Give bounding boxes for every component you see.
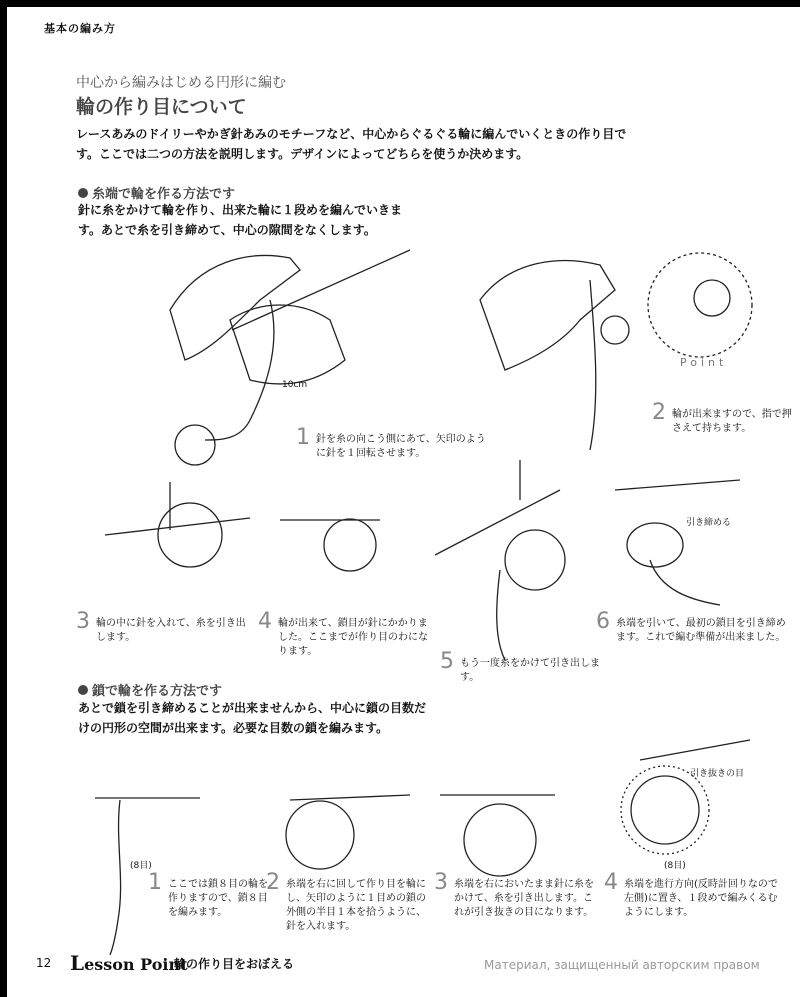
page-number: 12 <box>36 956 52 970</box>
yarn-loop-2 <box>601 316 629 344</box>
step-1-1: 1 針を糸の向こう側にあて、矢印のように針を１回転させます。 <box>296 425 486 459</box>
label-10cm: 10cm <box>282 380 308 390</box>
label-hikinuki: 引き抜きの目 <box>690 769 745 779</box>
yarn-strand-2 <box>590 280 596 450</box>
section2-heading: 鎖で輪を作る方法です <box>78 680 222 699</box>
step-2-1: 1 ここでは鎖８目の輪を作りますので、鎖８目を編みます。 <box>148 870 268 918</box>
hand-illustration-1b <box>230 305 345 384</box>
crochet-hook-1 <box>232 250 410 330</box>
watermark: Материал, защищенный авторским правом <box>484 958 760 972</box>
section1-heading: 糸端で輪を作る方法です <box>78 183 235 202</box>
chain-ring-4 <box>631 776 699 844</box>
point-loop <box>694 280 730 316</box>
hook-step6 <box>615 480 740 490</box>
page-title: 輪の作り目について <box>76 96 247 118</box>
subtitle: 中心から編みはじめる円形に編む <box>76 75 286 91</box>
lesson-point-logo: Lesson Point <box>70 951 188 975</box>
loop-step4 <box>324 519 376 571</box>
loop-step6 <box>627 523 683 567</box>
loop-step3 <box>158 503 222 567</box>
yarn-ball-icon <box>175 425 215 465</box>
step-1-3: 3 輪の中に針を入れて、糸を引き出します。 <box>76 609 246 643</box>
bullet-icon <box>78 685 88 695</box>
section2-body: あとで鎖を引き締めることが出来ませんから、中心に鎖の目数だけの円形の空間が出来ます。必要な目数の鎖を編みます。 <box>78 701 427 735</box>
label-8me-a: (8目) <box>130 861 152 871</box>
step-2-4: 4 糸端を進行方向(反時計回りなので左側)に置き、１段めで編みくるむようにします。 <box>604 870 778 918</box>
point-label: Point <box>680 356 728 369</box>
chain-ring-3 <box>464 804 536 876</box>
hook-chain-2 <box>290 795 410 800</box>
hook-step3 <box>105 518 250 535</box>
step-1-5: 5 もう一度糸をかけて引き出します。 <box>440 649 600 683</box>
chapter-title: 輪の作り目をおぼえる <box>174 957 295 971</box>
point-circle <box>648 253 752 357</box>
step-1-2: 2 輪が出来ますので、指で押さえて持ちます。 <box>652 400 792 434</box>
chain-ring-4-outer <box>621 766 709 854</box>
label-hikishime: 引き締める <box>686 518 732 528</box>
loop-step5 <box>505 530 565 590</box>
step-2-3: 3 糸端を右においたまま針に糸をかけて、糸を引き出します。これが引き抜きの目になります。 <box>434 870 594 918</box>
step-2-2: 2 糸端を右に回して作り目を輪にし、矢印のように１目めの鎖の外側の半目１本を拾うように、針を入れます。 <box>266 870 426 932</box>
running-head: 基本の編み方 <box>44 22 116 35</box>
intro-text: レースあみのドイリーやかぎ針あみのモチーフなど、中心からぐるぐる輪に編んでいくときの作り目です。ここでは二つの方法を説明します。デザインによってどちらを使うか決めます。 <box>76 127 627 161</box>
hook-step5 <box>435 490 560 555</box>
chain-ring-2 <box>286 801 354 869</box>
yarn-step5 <box>497 570 505 660</box>
hook-chain-4 <box>640 740 750 760</box>
step-1-4: 4 輪が出来て、鎖目が針にかかりました。ここまでが作り目のわになります。 <box>258 609 428 657</box>
section1-body: 針に糸をかけて輪を作り、出来た輪に１段めを編んでいきます。あとで糸を引き締めて、中心の隙間をなくします。 <box>78 203 403 237</box>
chain-stitches-1 <box>110 800 121 955</box>
label-8me-b: (8目) <box>664 861 686 871</box>
step-1-6: 6 糸端を引いて、最初の鎖目を引き締めます。これで編む準備が出来ました。 <box>596 609 786 643</box>
